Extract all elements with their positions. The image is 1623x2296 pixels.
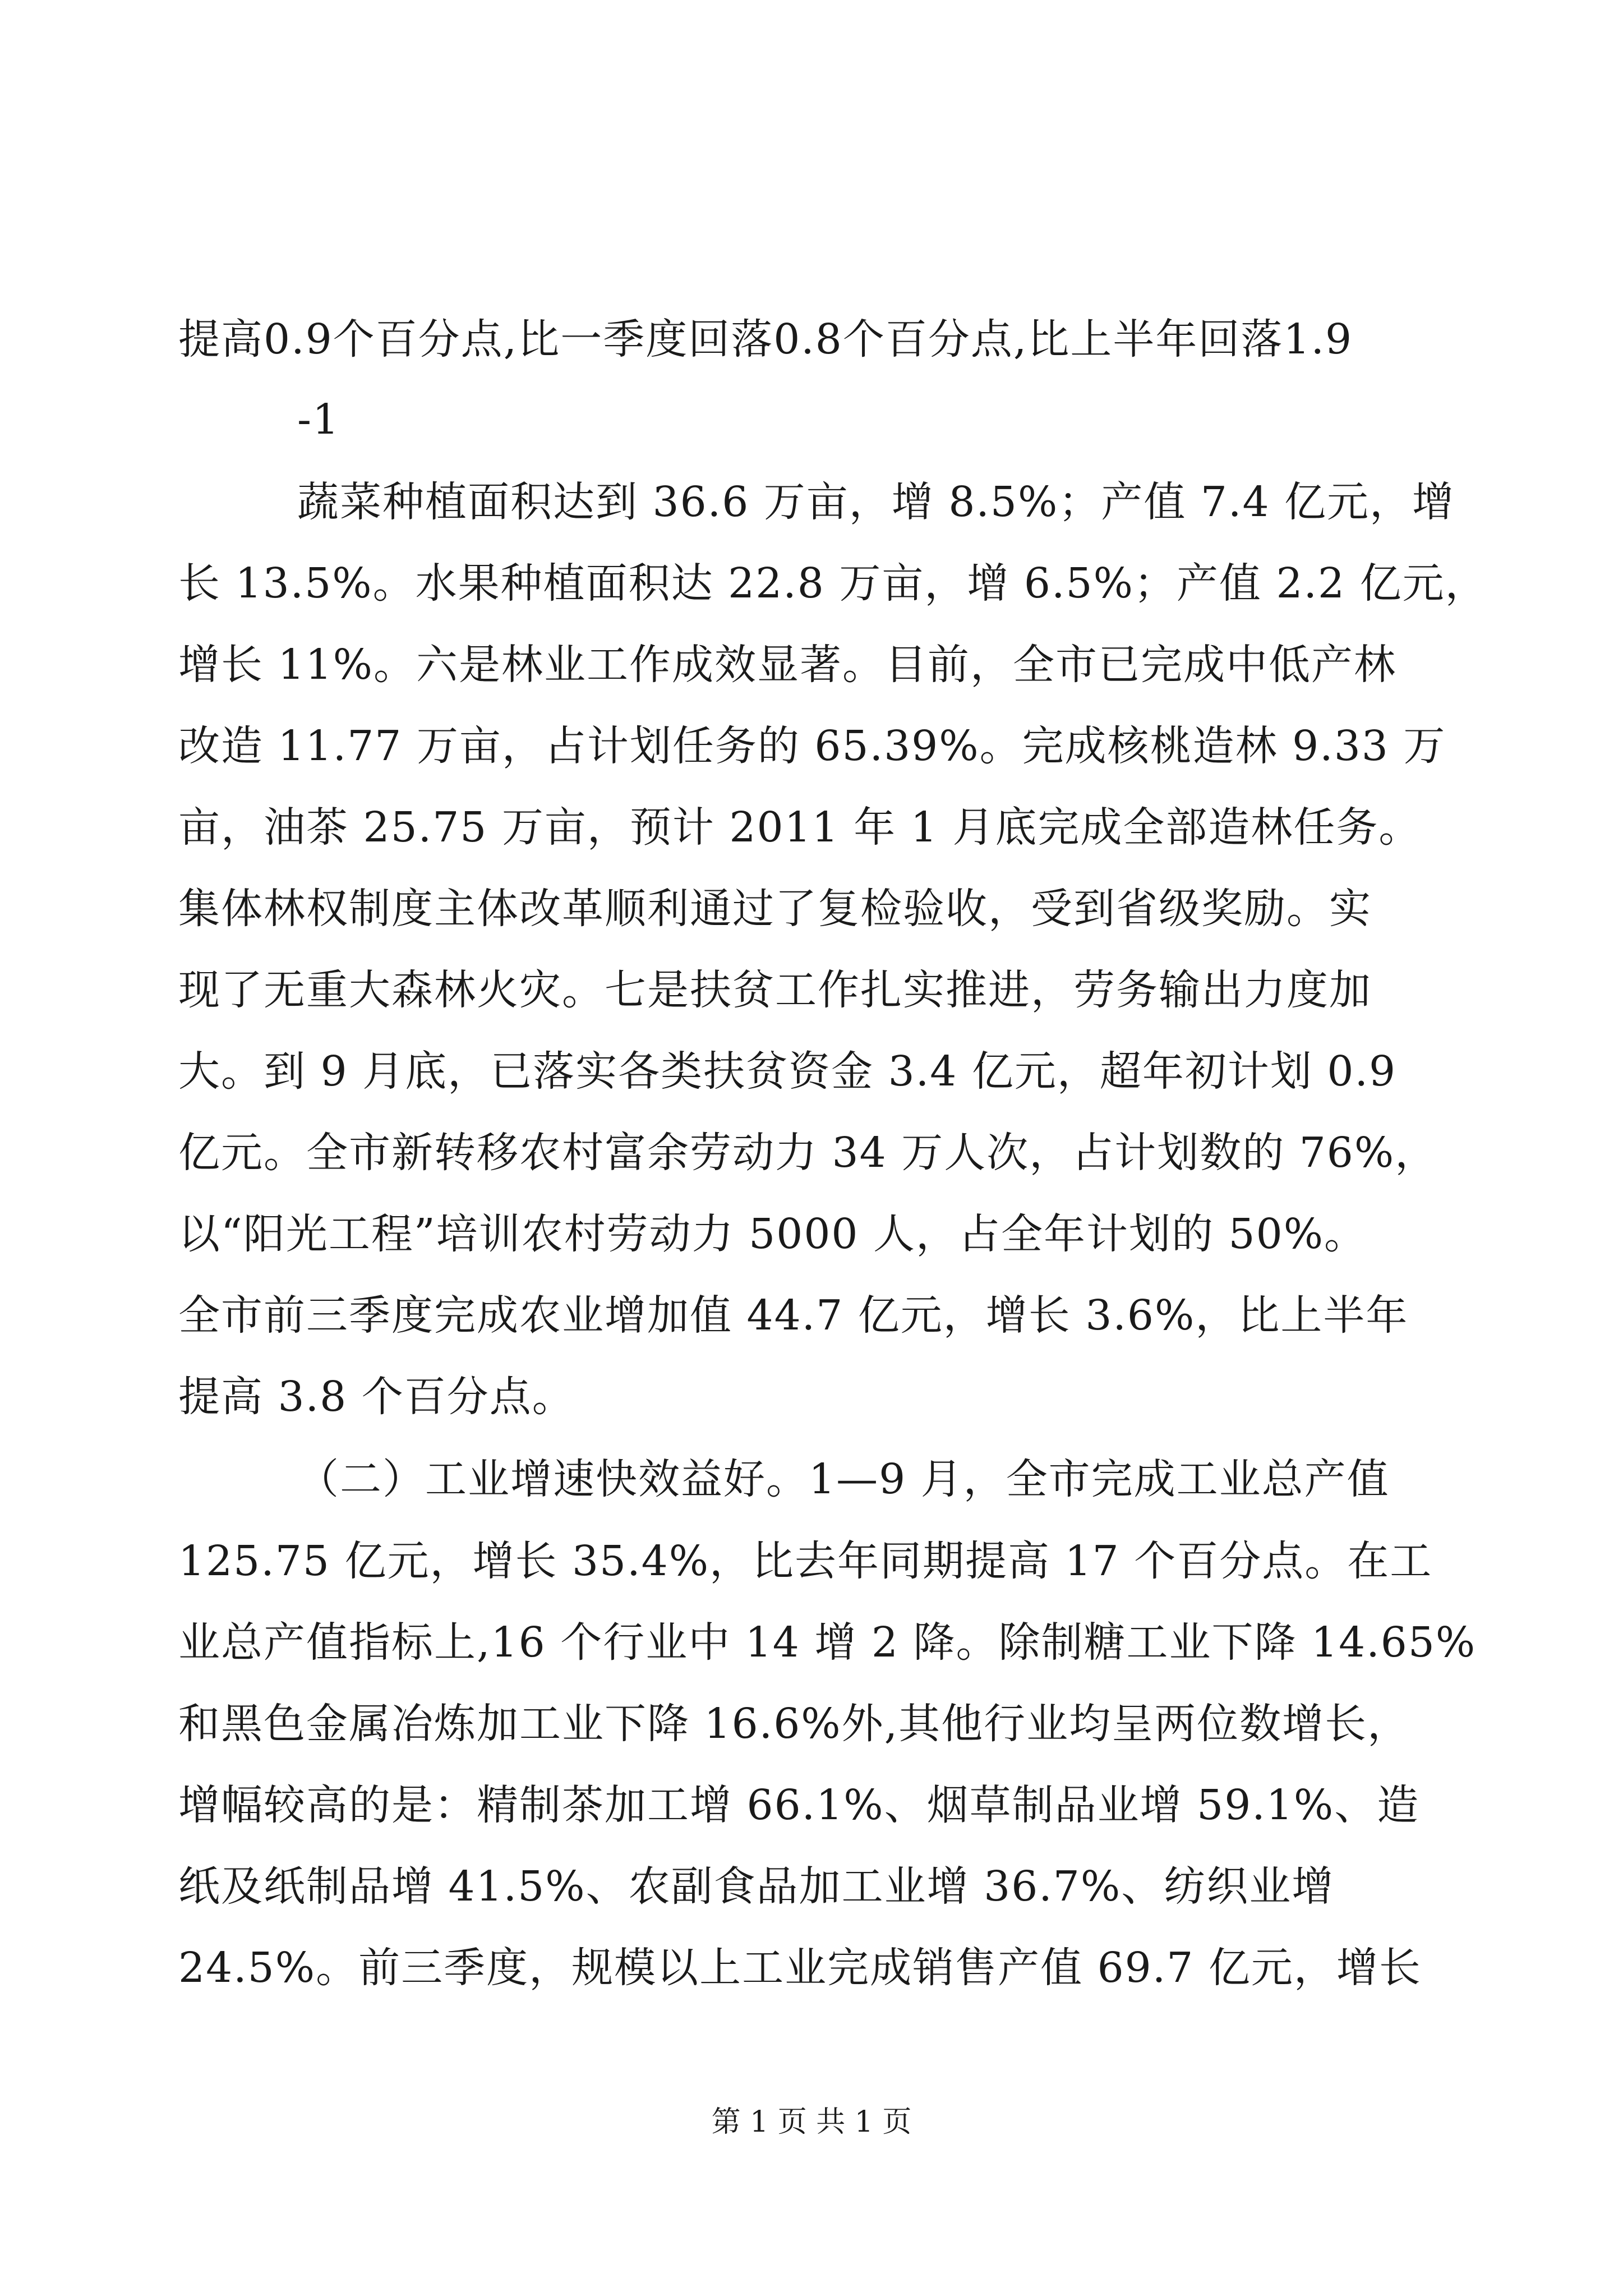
text-line-9: 现了无重大森林火灾。七是扶贫工作扎实推进，劳务输出力度加 xyxy=(178,966,1372,1014)
text-line-21: 24.5%。前三季度，规模以上工业完成销售产值 69.7 亿元，增长 xyxy=(178,1944,1422,1992)
text-line-19: 增幅较高的是：精制茶加工增 66.1%、烟草制品业增 59.1%、造 xyxy=(178,1781,1420,1829)
text-line-20: 纸及纸制品增 41.5%、农副食品加工业增 36.7%、纺织业增 xyxy=(178,1862,1335,1911)
text-line-3: 蔬菜种植面积达到 36.6 万亩，增 8.5%；产值 7.4 亿元，增 xyxy=(297,478,1455,526)
text-line-5: 增长 11%。六是林业工作成效显著。目前，全市已完成中低产林 xyxy=(178,641,1396,689)
page-footer: 第 1 页 共 1 页 xyxy=(711,2105,912,2139)
text-line-13: 全市前三季度完成农业增加值 44.7 亿元，增长 3.6%，比上半年 xyxy=(178,1291,1409,1340)
text-line-18: 和黑色金属冶炼加工业下降 16.6%外,其他行业均呈两位数增长， xyxy=(178,1700,1410,1748)
text-line-2: -1 xyxy=(297,395,340,444)
text-line-1: 提高0.9个百分点,比一季度回落0.8个百分点,比上半年回落1.9 xyxy=(178,315,1353,364)
text-line-15: （二）工业增速快效益好。1—9 月，全市完成工业总产值 xyxy=(297,1455,1390,1503)
text-line-16: 125.75 亿元，增长 35.4%，比去年同期提高 17 个百分点。在工 xyxy=(178,1537,1433,1585)
text-line-8: 集体林权制度主体改革顺利通过了复检验收，受到省级奖励。实 xyxy=(178,885,1372,933)
text-line-7: 亩，油茶 25.75 万亩，预计 2011 年 1 月底完成全部造林任务。 xyxy=(178,803,1422,852)
text-line-12: 以“阳光工程”培训农村劳动力 5000 人，占全年计划的 50%。 xyxy=(178,1210,1367,1258)
text-line-6: 改造 11.77 万亩，占计划任务的 65.39%。完成核桃造林 9.33 万 xyxy=(178,722,1446,770)
text-line-14: 提高 3.8 个百分点。 xyxy=(178,1373,575,1421)
text-line-11: 亿元。全市新转移农村富余劳动力 34 万人次，占计划数的 76%， xyxy=(178,1129,1438,1177)
text-line-10: 大。到 9 月底，已落实各类扶贫资金 3.4 亿元，超年初计划 0.9 xyxy=(178,1047,1397,1096)
text-line-4: 长 13.5%。水果种植面积达 22.8 万亩，增 6.5%；产值 2.2 亿元， xyxy=(178,559,1488,608)
text-line-17: 业总产值指标上,16 个行业中 14 增 2 降。除制糖工业下降 14.65% xyxy=(178,1618,1477,1667)
